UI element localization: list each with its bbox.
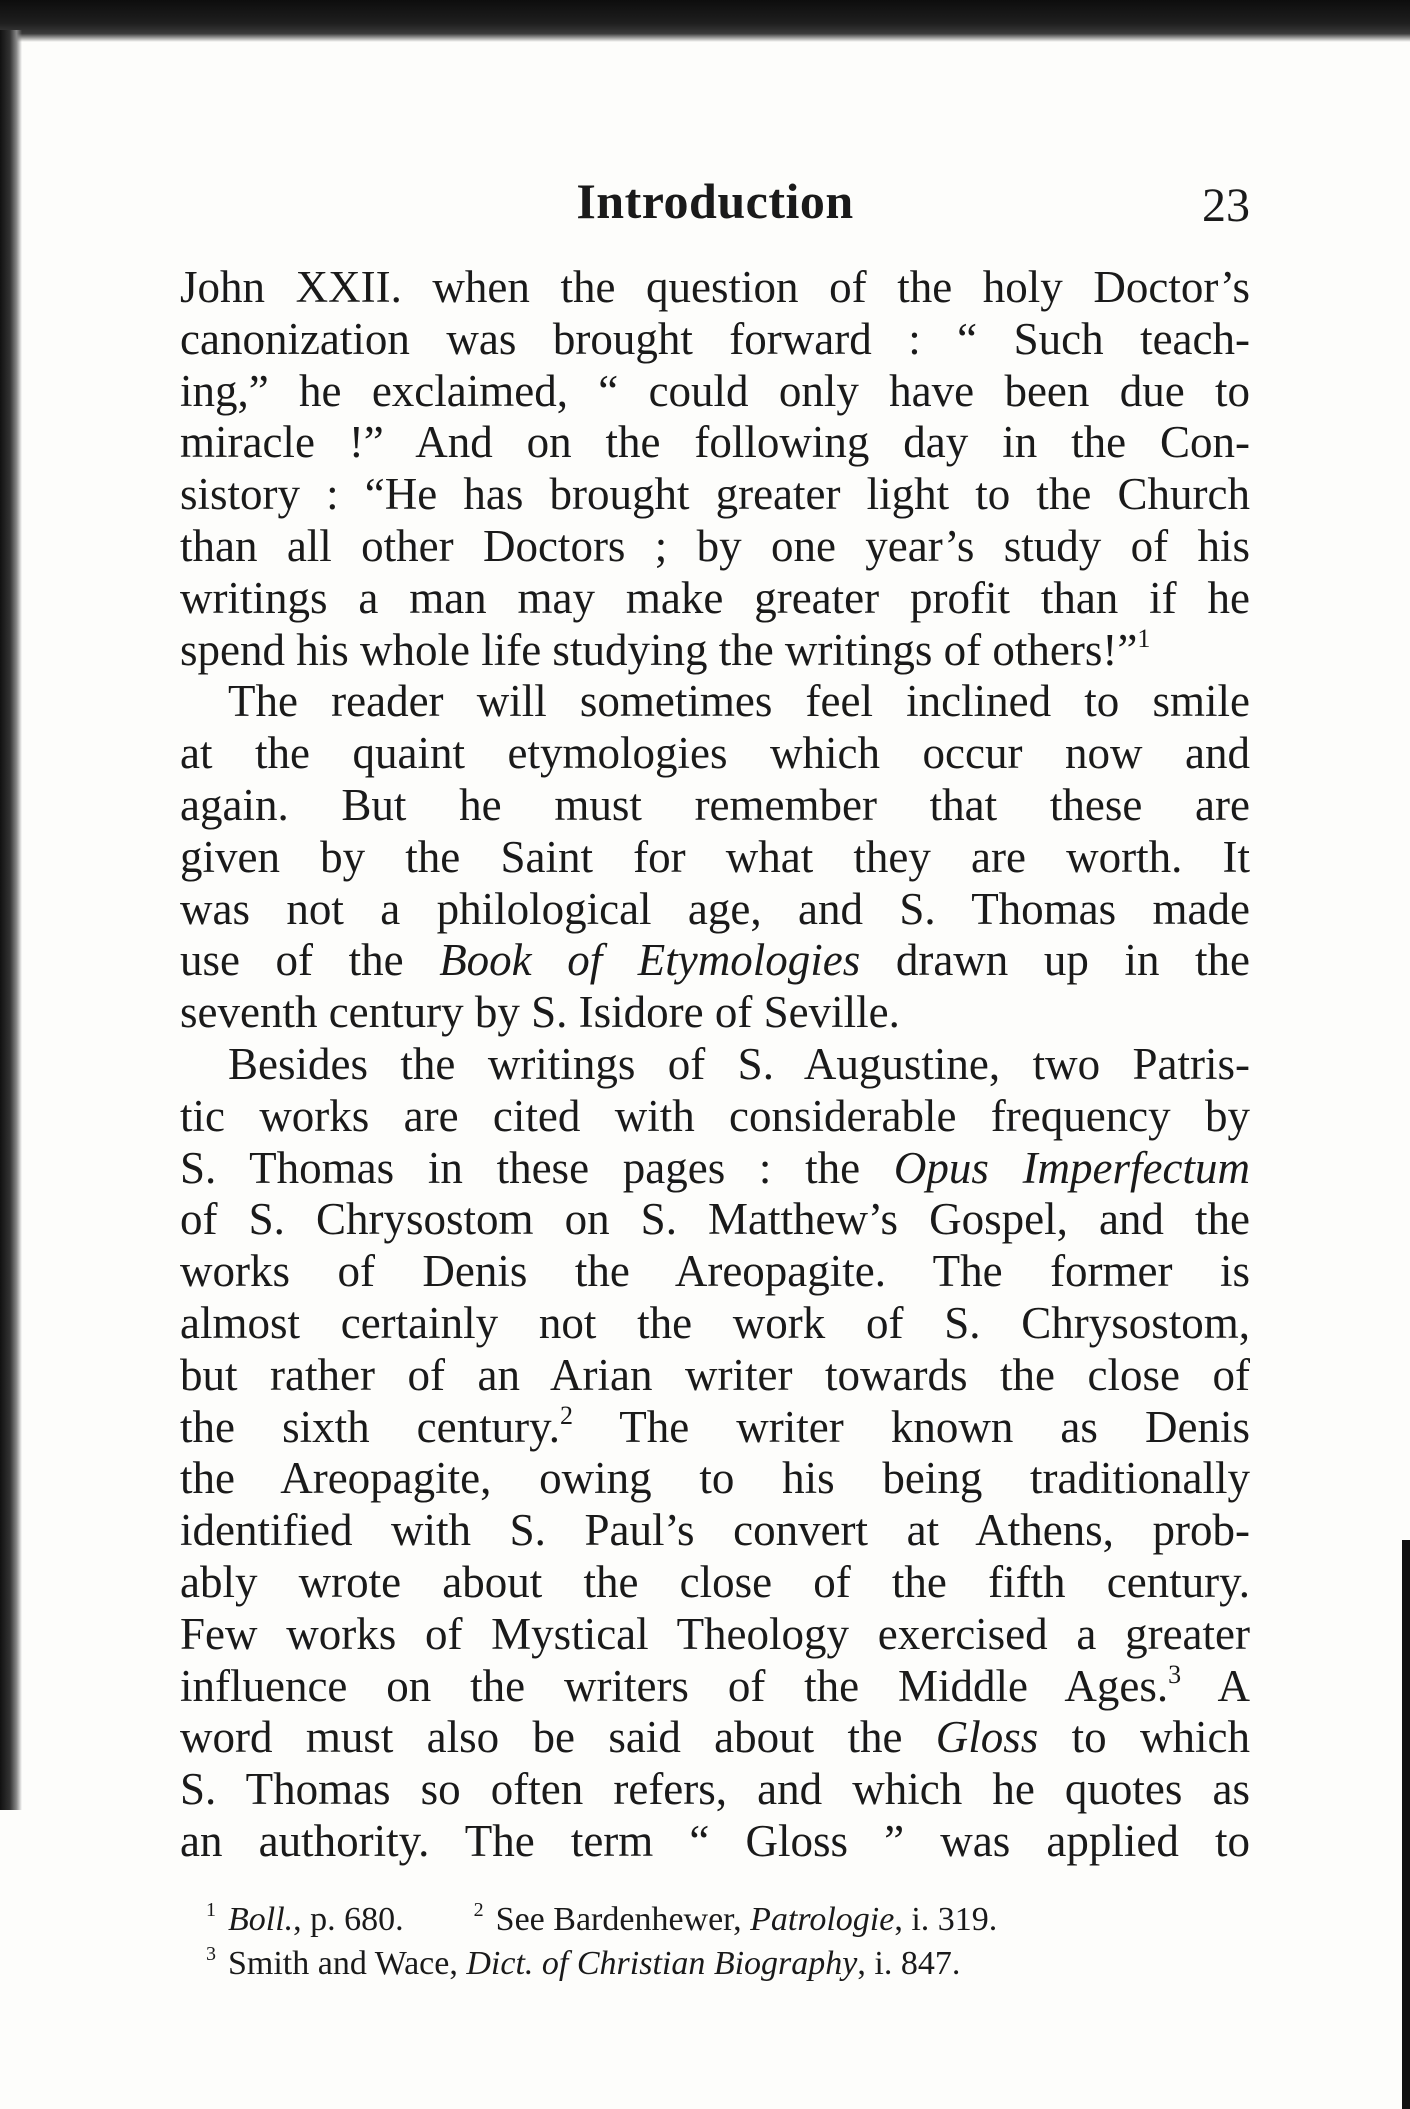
text-line: Few works of Mystical Theology exercised a greater: [180, 1608, 1250, 1659]
scan-edge-top: [0, 0, 1410, 42]
scan-edge-right: [1402, 1540, 1410, 2109]
text-line: writings a man may make greater profit than if he: [180, 572, 1250, 623]
text-line: works of Denis the Areopagite. The former is: [180, 1246, 1250, 1297]
footnote-line: [206, 1898, 1226, 1942]
text-line: ably wrote about the close of the fifth century.: [180, 1556, 1250, 1607]
text-line: an authority. The term “ Gloss ” was applied to: [180, 1815, 1250, 1866]
text-line: The reader will sometimes feel inclined to smile: [228, 676, 1250, 727]
text-line: the sixth century.$^2$ The writer known as Denis: [180, 1400, 1250, 1452]
footnote-italic: Dict. of Christian Biography: [466, 1945, 858, 1982]
body-text: [180, 262, 1250, 1868]
italic-term: Gloss: [935, 1712, 1039, 1763]
footnote-ref-3: 3: [1168, 1659, 1182, 1689]
text-line: given by the Saint for what they are worth. It: [180, 831, 1250, 882]
text-line: John XXII. when the question of the holy Doctor’s: [180, 262, 1250, 312]
footnote-text: , p. 680.: [293, 1901, 404, 1938]
footnote-text: Smith and Wace,: [228, 1945, 467, 1982]
page-number: 23: [1202, 179, 1250, 232]
text-line: ing,” he exclaimed, “ could only have been due to: [180, 365, 1250, 416]
text-line: S. Thomas so often refers, and which he quotes as: [180, 1764, 1250, 1815]
italic-title: Opus Imperfectum: [893, 1142, 1250, 1193]
text-line: miracle !” And on the following day in the Con-: [180, 417, 1250, 468]
italic-title: Book of Etymologies: [439, 935, 861, 986]
footnote-ref-1: 1: [1137, 623, 1151, 653]
footnote-line: [206, 1942, 1226, 1986]
page-header: [180, 172, 1250, 232]
running-head: Introduction: [576, 173, 854, 229]
footnote-ref-2: 2: [559, 1400, 573, 1430]
text-line: tic works are cited with considerable frequency by: [180, 1090, 1250, 1141]
footnote-text: , i. 319.: [894, 1901, 998, 1938]
text-line: spend his whole life studying the writings of others!”$^1$: [180, 623, 1151, 675]
text-line: word must also be said about the Gloss to which: [180, 1712, 1250, 1763]
text-line: Besides the writings of S. Augustine, two Patris-: [228, 1038, 1250, 1089]
text-line: than all other Doctors ; by one year’s study of his: [180, 520, 1250, 571]
footnote-italic: Patrologie: [750, 1901, 895, 1938]
text-line: was not a philological age, and S. Thomas made: [180, 883, 1250, 934]
text-line: at the quaint etymologies which occur now and: [180, 728, 1250, 779]
text-line: identified with S. Paul’s convert at Athens, prob-: [180, 1505, 1250, 1556]
text-line: again. But he must remember that these are: [180, 779, 1250, 830]
text-line: influence on the writers of the Middle Ages.$^3$ A: [180, 1659, 1251, 1711]
footnote-mark: 3: [206, 1943, 216, 1965]
text-line: almost certainly not the work of S. Chrysostom,: [180, 1297, 1250, 1348]
text-line: the Areopagite, owing to his being traditionally: [180, 1453, 1250, 1504]
text-line: use of the Book of Etymologies drawn up in the: [180, 935, 1251, 986]
text-line: of S. Chrysostom on S. Matthew’s Gospel, and the: [180, 1194, 1250, 1245]
footnote-text: , i. 847.: [857, 1945, 961, 1982]
text-line: but rather of an Arian writer towards the close of: [180, 1349, 1250, 1400]
text-line: seventh century by S. Isidore of Seville.: [180, 987, 900, 1038]
footnote-text: See Bardenhewer,: [495, 1901, 751, 1938]
footnote-mark: 2: [473, 1899, 484, 1921]
footnotes: [206, 1898, 1226, 1986]
text-line: S. Thomas in these pages : the Opus Imperfectum: [180, 1142, 1250, 1193]
scan-edge-left: [0, 30, 22, 1810]
footnote-mark: 1: [206, 1899, 216, 1921]
text-line: sistory : “He has brought greater light to the Church: [180, 469, 1250, 520]
footnote-italic: Boll.: [228, 1901, 294, 1938]
text-line: canonization was brought forward : “ Such teach-: [180, 313, 1250, 364]
